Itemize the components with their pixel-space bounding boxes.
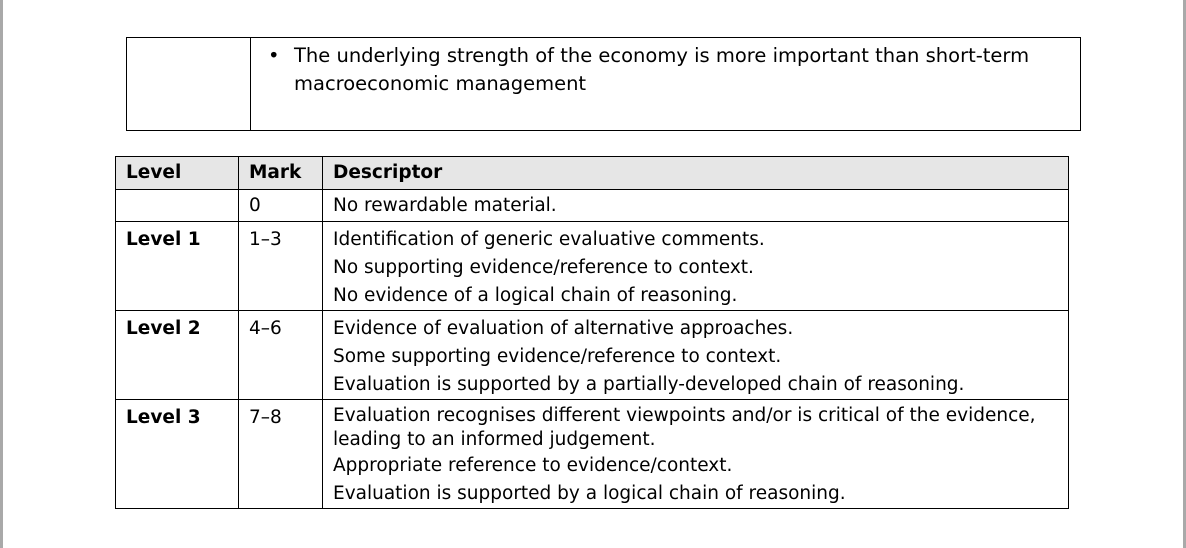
level-cell: Level 1 (116, 222, 239, 311)
descriptor-line: Some supporting evidence/reference to context. (333, 346, 782, 367)
header-level: Level (116, 157, 239, 190)
descriptor-line: Evaluation recognises different viewpoints and/or is critical of the evidence, leading to an informed judgement. (333, 405, 1036, 450)
header-mark: Mark (239, 157, 323, 190)
bullet-icon: • (268, 44, 280, 67)
descriptor-line: Evaluation is supported by a partially-developed chain of reasoning. (333, 374, 965, 395)
level-cell: Level 2 (116, 311, 239, 400)
indicative-content-cell (268, 42, 1058, 98)
page-edge-left (0, 0, 3, 548)
table-row (116, 311, 1069, 400)
descriptor-line: Evidence of evaluation of alternative approaches. (333, 318, 794, 339)
descriptor-cell (323, 311, 1069, 400)
level-cell: Level 3 (116, 400, 239, 509)
indicative-content-table (126, 37, 1081, 131)
descriptor-line: No rewardable material. (333, 195, 557, 216)
descriptor-line: No evidence of a logical chain of reasoning. (333, 285, 738, 306)
header-row (116, 157, 1069, 190)
mark-cell: 4–6 (239, 311, 323, 400)
descriptor-line: Identification of generic evaluative comments. (333, 229, 765, 250)
mark-cell: 1–3 (239, 222, 323, 311)
descriptor-line: Appropriate reference to evidence/context. (333, 455, 733, 476)
column-divider (250, 38, 251, 130)
bullet-item (268, 42, 1058, 98)
descriptor-line: No supporting evidence/reference to context. (333, 257, 754, 278)
level-cell (116, 190, 239, 222)
descriptor-line: Evaluation is supported by a logical chain of reasoning. (333, 483, 846, 504)
header-descriptor: Descriptor (323, 157, 1069, 190)
descriptor-cell (323, 190, 1069, 222)
table-row (116, 190, 1069, 222)
mark-cell: 0 (239, 190, 323, 222)
bullet-text: The underlying strength of the economy is more important than short-term macroeconomic management (294, 44, 1030, 95)
table-row (116, 222, 1069, 311)
mark-cell: 7–8 (239, 400, 323, 509)
table-row (116, 400, 1069, 509)
descriptor-cell (323, 400, 1069, 509)
mark-scheme-table (115, 156, 1069, 509)
descriptor-cell (323, 222, 1069, 311)
